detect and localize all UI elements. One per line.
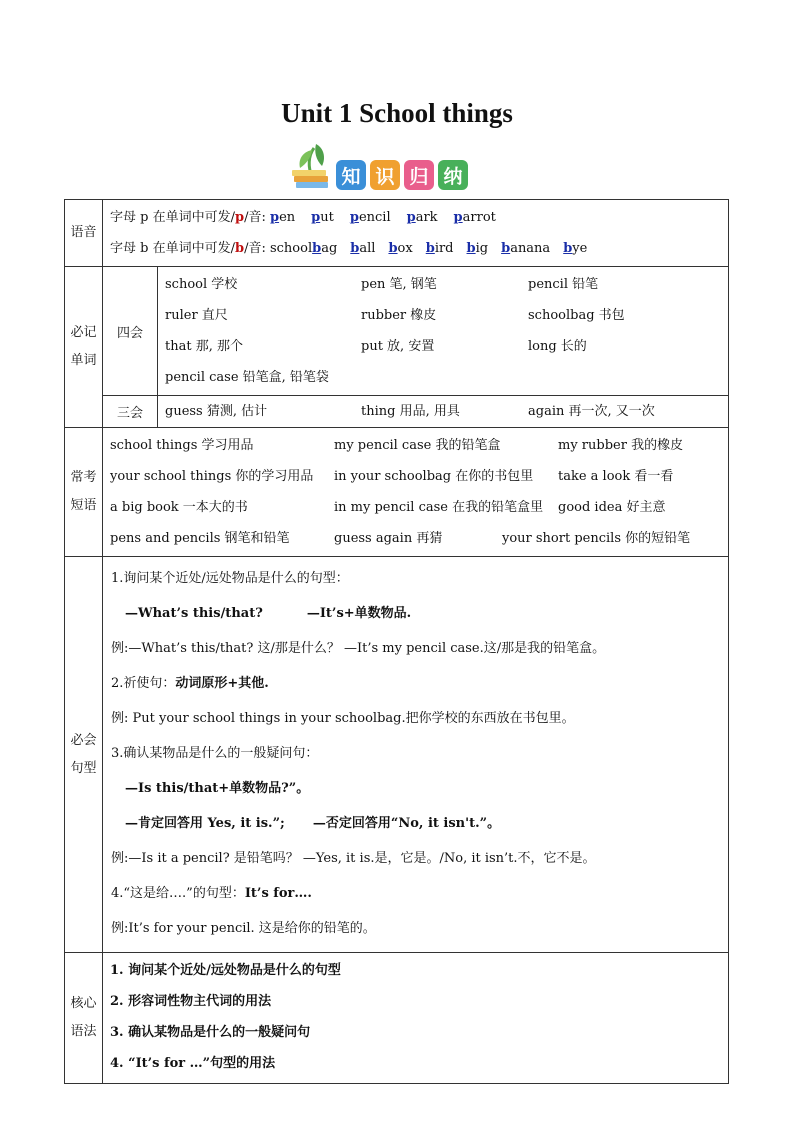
vocab-line: that 那, 那个 put 放, 安置 long 长的 xyxy=(165,339,587,354)
phonics-b-words xyxy=(270,241,600,256)
vocab-level-four: 四会 xyxy=(103,267,158,396)
grammar-item: 1. 询问某个近处/远处物品是什么的句型 xyxy=(110,963,341,978)
sentences-row xyxy=(65,557,729,953)
page-title: Unit 1 School things xyxy=(281,98,513,128)
phonics-word: parrot xyxy=(453,210,496,225)
banner-char-3: 归 xyxy=(404,160,434,190)
sentences-label: 必会 句型 xyxy=(65,557,103,953)
sentences-list: 1.询问某个近处/远处物品是什么的句型： —What’s this/that? —It’s+单数物品. 例:—What’s this/that? 这/那是什么？ —It’s my pencil case.这/那是我的铅笔盒。 2.祈使句：动词原形+其他. 例: Put your school things in your schoolbag.把你学校的东西放在书包里。 3.确认某物品是什么的一般疑问句： —Is this/that+单数物品?”。 —肯定回答用 Yes, it is.”; —否定回答用“No, it isn't.”。 例:—Is it a pencil? 是铅笔吗？ —Yes, it is.是，它是。/No, it isn’t.不，它不是。 4.“这是给….”的句型：It’s for…. 例:It’s for your pencil. 这是给你的铅笔的。 xyxy=(103,557,729,953)
vocab-four-list xyxy=(158,267,729,396)
phonics-word: put xyxy=(311,210,334,225)
phonics-word: banana xyxy=(501,241,551,256)
grammar-item: 4. “It’s for …”句型的用法 xyxy=(110,1056,276,1071)
phonics-word: bird xyxy=(425,241,454,256)
phrases-list xyxy=(103,428,729,557)
phrase-line: school things 学习用品 my pencil case 我的铅笔盒 my rubber 我的橡皮 xyxy=(110,438,684,453)
phonics-word: pen xyxy=(269,210,296,225)
grammar-item: 2. 形容词性物主代词的用法 xyxy=(110,994,272,1009)
phonics-row xyxy=(65,200,729,267)
phonics-word: big xyxy=(466,241,489,256)
phonics-word: ball xyxy=(350,241,376,256)
phonics-word: bye xyxy=(563,241,588,256)
vocab-level-three: 三会 xyxy=(103,396,158,428)
grammar-row xyxy=(65,953,729,1084)
vocab-line: guess 猜测, 估计 thing 用品, 用具 again 再一次, 又一次 xyxy=(165,404,655,419)
vocab-three-list xyxy=(158,396,729,428)
phonics-p-line: 字母 p 在单词中可发/p/音: pen put pencil park parrot xyxy=(103,202,728,233)
grammar-label: 核心 语法 xyxy=(65,953,103,1084)
banner-char-4: 纳 xyxy=(438,160,468,190)
grammar-item: 3. 确认某物品是什么的一般疑问句 xyxy=(110,1025,311,1040)
phonics-p-words xyxy=(270,210,512,225)
phrase-line: your school things 你的学习用品 in your schoolbag 在你的书包里 take a look 看一看 xyxy=(110,469,674,484)
phonics-word: box xyxy=(388,241,413,256)
banner-char-2: 识 xyxy=(370,160,400,190)
vocab-label: 必记 单词 xyxy=(65,267,103,428)
vocab-row-four xyxy=(65,267,729,396)
phonics-label: 语音 xyxy=(65,200,103,267)
phrases-row xyxy=(65,428,729,557)
grammar-list xyxy=(103,953,729,1084)
phrases-label: 常考 短语 xyxy=(65,428,103,557)
phrase-line: a big book 一本大的书 in my pencil case 在我的铅笔盒里 good idea 好主意 xyxy=(110,500,666,515)
phonics-word: park xyxy=(406,210,438,225)
banner-char-1: 知 xyxy=(336,160,366,190)
vocab-line: ruler 直尺 rubber 橡皮 schoolbag 书包 xyxy=(165,308,625,323)
vocab-line: pencil case 铅笔盒, 铅笔袋 xyxy=(165,370,329,385)
phrase-line: pens and pencils 钢笔和铅笔 guess again 再猜 your short pencils 你的短铅笔 xyxy=(110,531,691,546)
knowledge-banner xyxy=(286,138,486,194)
phonics-word: schoolbag xyxy=(269,241,338,256)
phonics-word: pencil xyxy=(349,210,391,225)
vocab-line: school 学校 pen 笔, 钢笔 pencil 铅笔 xyxy=(165,277,599,292)
phonics-b-line: 字母 b 在单词中可发/b/音: schoolbag ball box bird big banana bye xyxy=(103,233,728,264)
vocab-row-three xyxy=(65,396,729,428)
knowledge-table xyxy=(64,199,729,1084)
